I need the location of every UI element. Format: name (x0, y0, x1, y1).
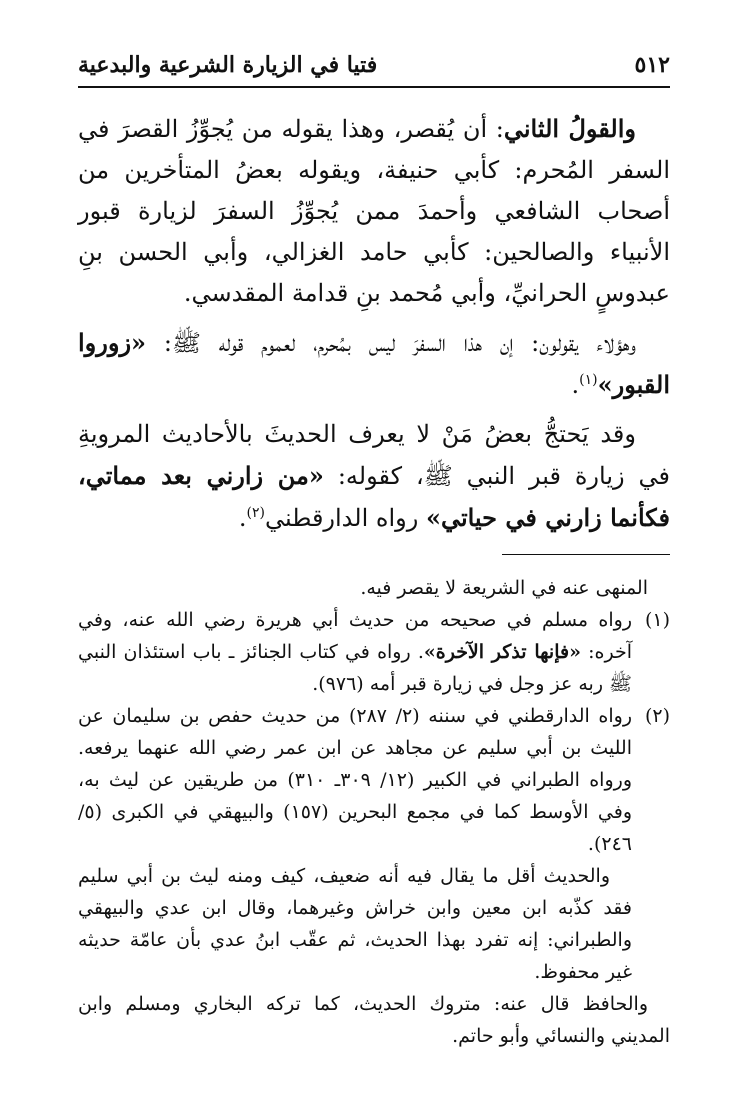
footnote-2-text: رواه الدارقطني في سننه (٢/ ٢٨٧) من حديث حفص بن سليمان عن الليث بن أبي سليم عن مجاهد عن ابن عمر رضي الله عنهما يرفعه. ورواه الطبراني في الكبير (١٢/ ٣٠٩ـ ٣١٠) من طريقين عن ليث به، وفي الأوسط كما في مجمع البحرين (١٥٧) والبيهقي في الكبرى (٥/ ٢٤٦). (78, 705, 632, 855)
hadith-quote-1: «زوروا القبور» (78, 328, 670, 399)
footnote-1-number: (١) (644, 609, 670, 631)
paragraph-3-text-a: وقد يَحتجُّ بعضُ مَنْ لا يعرف الحديثَ بالأحاديث المرويةِ في زيارة قبر النبي ﷺ، كقوله: (78, 420, 670, 490)
footnote-1-quote: «فإنها تذكر الآخرة» (423, 641, 581, 663)
running-title: فتيا في الزيارة الشرعية والبدعية (78, 52, 378, 78)
page-number: ٥١٢ (634, 52, 670, 78)
footnote-1 (78, 604, 670, 700)
paragraph-1-lead: والقولُ الثاني (503, 114, 636, 143)
footnote-ref-2[interactable]: (٢) (246, 505, 266, 521)
paragraph-3 (78, 414, 670, 539)
footnote-ref-1[interactable]: (١) (579, 372, 598, 388)
footnote-2 (78, 700, 670, 860)
footnote-1-text-a: رواه مسلم في صحيحه من حديث أبي هريرة رضي الله عنه، وفي آخره: (78, 609, 633, 663)
footnote-2-number: (٢) (644, 705, 670, 727)
footnote-separator (502, 554, 670, 555)
footnotes (78, 572, 670, 1052)
footnote-2-paragraph-2: والحديث أقل ما يقال فيه أنه ضعيف، كيف ومنه ليث بن أبي سليم فقد كذّبه ابن معين وابن خراش وغيرهما، وقال ابن عدي والبيهقي والطبراني: إنه تفرد بهذا الحديث، ثم عقّب ابنُ عدي بأن عامّة حديثه غير محفوظ. (78, 865, 632, 983)
paragraph-2-text: وهؤلاء يقولون: إن هذا السفرَ ليس بمُحرم، لعموم قوله ﷺ: (146, 329, 636, 357)
paragraph-1 (78, 108, 670, 314)
paragraph-2: وهؤلاء يقولون: إن هذا السفرَ ليس بمُحرم، لعموم قوله ﷺ: «زوروا القبور»$^{(١)}$. (78, 328, 670, 399)
running-header (78, 46, 670, 88)
paragraph-1-text: : أن يُقصر، وهذا يقوله من يُجوِّزُ القصرَ في السفر المُحرم: كأبي حنيفة، ويقوله بعضُ المتأخرين من أصحاب الشافعي وأحمدَ ممن يُجوِّزُ السفرَ لزيارة قبور الأنبياء والصالحين: كأبي حامد الغزالي، وأبي الحسن بنِ عبدوسٍ الحرانيِّ، وأبي مُحمد بنِ قدامة المقدسي. (78, 115, 670, 307)
footnote-2-paragraph-3: والحافظ قال عنه: متروك الحديث، كما تركه البخاري ومسلم وابن المديني والنسائي وأبو حاتم. (78, 993, 670, 1047)
main-text (78, 108, 670, 547)
paragraph-3-end: . (238, 504, 247, 532)
paragraph-3-text-b: رواه الدارقطني (265, 504, 426, 532)
footnote-continuation: المنهى عنه في الشريعة لا يقصر فيه. (360, 577, 648, 599)
hadith-quote-2: «من زارني بعد مماتي، فكأنما زارني في حياتي» (78, 461, 670, 532)
footnote-1-text-b: . رواه في كتاب الجنائز ـ باب استئذان النبي ﷺ ربه عز وجل في زيارة قبر أمه (٩٧٦). (78, 641, 632, 695)
